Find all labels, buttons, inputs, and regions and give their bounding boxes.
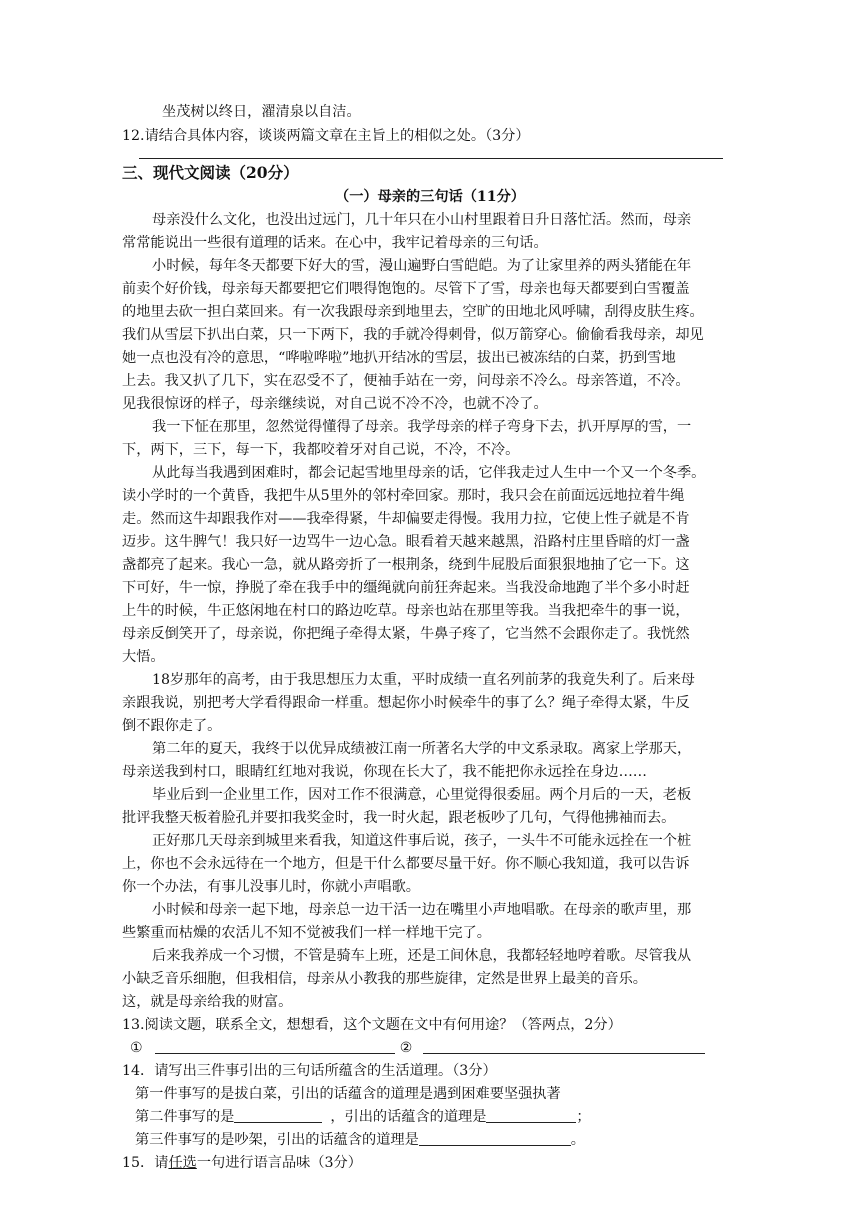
q14-line2-text-b: ，引出的话蕴含的道理是 [330, 1109, 487, 1125]
article-line: 亲跟我说，别把考大学看得跟命一样重。想起你小时候牵牛的事了么？绳子牵得太紧，牛反 [122, 695, 690, 711]
article-line: 读小学时的一个黄昏，我把牛从5里外的邻村牵回家。那时，我只会在前面远远地拉着牛绳 [122, 488, 685, 504]
article-line: 的地里去砍一担白菜回来。有一次我跟母亲到地里去，空旷的田地北风呼啸，刮得皮肤生疼。 [122, 304, 704, 320]
article-line: 常常能说出一些很有道理的话来。在心中，我牢记着母亲的三句话。 [122, 235, 548, 251]
article-line: 我一下怔在那里，忽然觉得懂得了母亲。我学母亲的样子弯身下去，扒开厚厚的雪，一 [152, 419, 692, 435]
article-title: （一）母亲的三句话（11分） [335, 189, 525, 205]
article-line: 母亲送我到村口，眼睛红红地对我说，你现在长大了，我不能把你永远拴在身边…… [122, 764, 647, 780]
article-line: 大悟。 [122, 649, 165, 665]
article-line: 下可好，牛一惊，挣脱了牵在我手中的缰绳就向前狂奔起来。当我没命地跑了半个多小时赶 [122, 580, 690, 596]
article-line: 迈步。这牛脾气！我只好一边骂牛一边心急。眼看着天越来越黑，沿路村庄里昏暗的灯一盏 [122, 534, 690, 550]
article-line: 母亲没什么文化，也没出过远门，几十年只在小山村里跟着日升日落忙活。然而，母亲 [152, 212, 692, 228]
q14-line3-text-a: 第三件事写的是吵架，引出的话蕴含的道理是 [135, 1132, 419, 1148]
article-line: 倒不跟你走了。 [122, 718, 222, 734]
article-line: 她一点也没有冷的意思，“哗啦哗啦”地扒开结冰的雪层，拔出已被冻结的白菜，扔到雪地 [122, 350, 676, 366]
q14-line3-text-b: 。 [570, 1132, 585, 1148]
section-heading: 三、现代文阅读（20分） [122, 163, 299, 182]
question-15 [122, 1153, 742, 1173]
article-line: 小时候和母亲一起下地，母亲总一边干活一边在嘴里小声地唱歌。在母亲的歌声里，那 [152, 902, 692, 918]
article-line: 后来我养成一个习惯，不管是骑车上班，还是工间休息，我都轻轻地哼着歌。尽管我从 [152, 948, 692, 964]
question-14-line-2 [135, 1107, 755, 1127]
q15-underlined-text: 任选 [168, 1155, 197, 1171]
article-line: 上，你也不会永远待在一个地方，但是干什么都要尽量干好。你不顺心我知道，我可以告诉 [122, 856, 690, 872]
q15-text-c: 一句进行语言品味（3分） [196, 1155, 362, 1171]
answer-blank-q14-2b[interactable] [486, 1108, 576, 1123]
question-14: 14．请写出三件事引出的三句话所蕴含的生活道理。（3分） [122, 1063, 497, 1079]
article-line: 这，就是母亲给我的财富。 [122, 994, 293, 1010]
article-line: 正好那几天母亲到城里来看我，知道这件事后说，孩子，一头牛不可能永远拴在一个桩 [152, 833, 692, 849]
article-line: 批评我整天板着脸孔并要扣我奖金时，我一时火起，跟老板吵了几句，气得他拂袖而去。 [122, 810, 676, 826]
q15-text-a: 15．请 [122, 1155, 169, 1171]
article-line: 从此每当我遇到困难时，都会记起雪地里母亲的话，它伴我走过人生中一个又一个冬季。 [152, 465, 706, 481]
answer-line-q12 [139, 158, 723, 159]
question-12: 12.请结合具体内容，谈谈两篇文章在主旨上的相似之处。（3分） [122, 128, 530, 144]
answer-mark-1: ① [130, 1040, 143, 1056]
article-line: 走。然而这牛却跟我作对——我牵得紧，牛却偏要走得慢。我用力拉，它使上性子就是不肯 [122, 511, 690, 527]
q14-line2-text-a: 第二件事写的是 [135, 1109, 235, 1125]
answer-mark-2: ② [399, 1040, 413, 1056]
article-line: 18岁那年的高考，由于我思想压力太重，平时成绩一直名列前茅的我竟失利了。后来母 [152, 672, 695, 688]
article-line: 上去。我又扒了几下，实在忍受不了，便袖手站在一旁，问母亲不冷么。母亲答道，不冷。 [122, 373, 690, 389]
question-14-line-1: 第一件事写的是拔白菜，引出的话蕴含的道理是遇到困难要坚强执著 [135, 1086, 561, 1102]
article-line: 小时候，每年冬天都要下好大的雪，漫山遍野白雪皑皑。为了让家里养的两头猪能在年 [152, 258, 692, 274]
quote-line: 坐茂树以终日，濯清泉以自洁。 [162, 104, 361, 120]
question-13: 13.阅读文题，联系全文，想想看，这个文题在文中有何用途？（答两点，2分） [122, 1017, 622, 1033]
article-line: 毕业后到一企业里工作，因对工作不很满意，心里觉得很委屈。两个月后的一天，老板 [152, 787, 692, 803]
article-line: 些繁重而枯燥的农活儿不知不觉被我们一样一样地干完了。 [122, 925, 491, 941]
answer-blank-q14-2a[interactable] [234, 1108, 322, 1123]
article-line: 下，两下，三下，每一下，我都咬着牙对自己说，不冷，不冷。 [122, 442, 520, 458]
article-line: 你一个办法，有事儿没事儿时，你就小声唱歌。 [122, 879, 420, 895]
answer-blank-q13-1[interactable] [155, 1039, 395, 1054]
article-line: 前卖个好价钱，母亲每天都要把它们喂得饱饱的。尽管下了雪，母亲也每天都要到白雪覆盖 [122, 281, 690, 297]
article-line: 见我很惊讶的样子，母亲继续说，对自己说不冷不冷，也就不冷了。 [122, 396, 548, 412]
article-line: 第二年的夏天，我终于以优异成绩被江南一所著名大学的中文系录取。离家上学那天， [152, 741, 692, 757]
article-line: 母亲反倒笑开了，母亲说，你把绳子牵得太紧，牛鼻子疼了，它当然不会跟你走了。我恍然 [122, 626, 690, 642]
answer-blank-q14-3[interactable] [419, 1131, 571, 1146]
article-line: 上牛的时候，牛正悠闲地在村口的路边吃草。母亲也站在那里等我。当我把牵牛的事一说， [122, 603, 690, 619]
article-line: 小缺乏音乐细胞，但我相信，母亲从小教我的那些旋律，定然是世界上最美的音乐。 [122, 971, 647, 987]
answer-blank-q13-2[interactable] [423, 1039, 705, 1054]
question-14-line-3 [135, 1130, 755, 1150]
question-13-answers [130, 1038, 750, 1058]
article-line: 我们从雪层下扒出白菜，只一下两下，我的手就冷得刺骨，似万箭穿心。偷偷看我母亲，却见 [122, 327, 704, 343]
article-line: 盏都亮了起来。我心一急，就从路旁折了一根荆条，绕到牛屁股后面狠狠地抽了它一下。这 [122, 557, 690, 573]
q14-line2-text-c: ； [576, 1109, 591, 1125]
